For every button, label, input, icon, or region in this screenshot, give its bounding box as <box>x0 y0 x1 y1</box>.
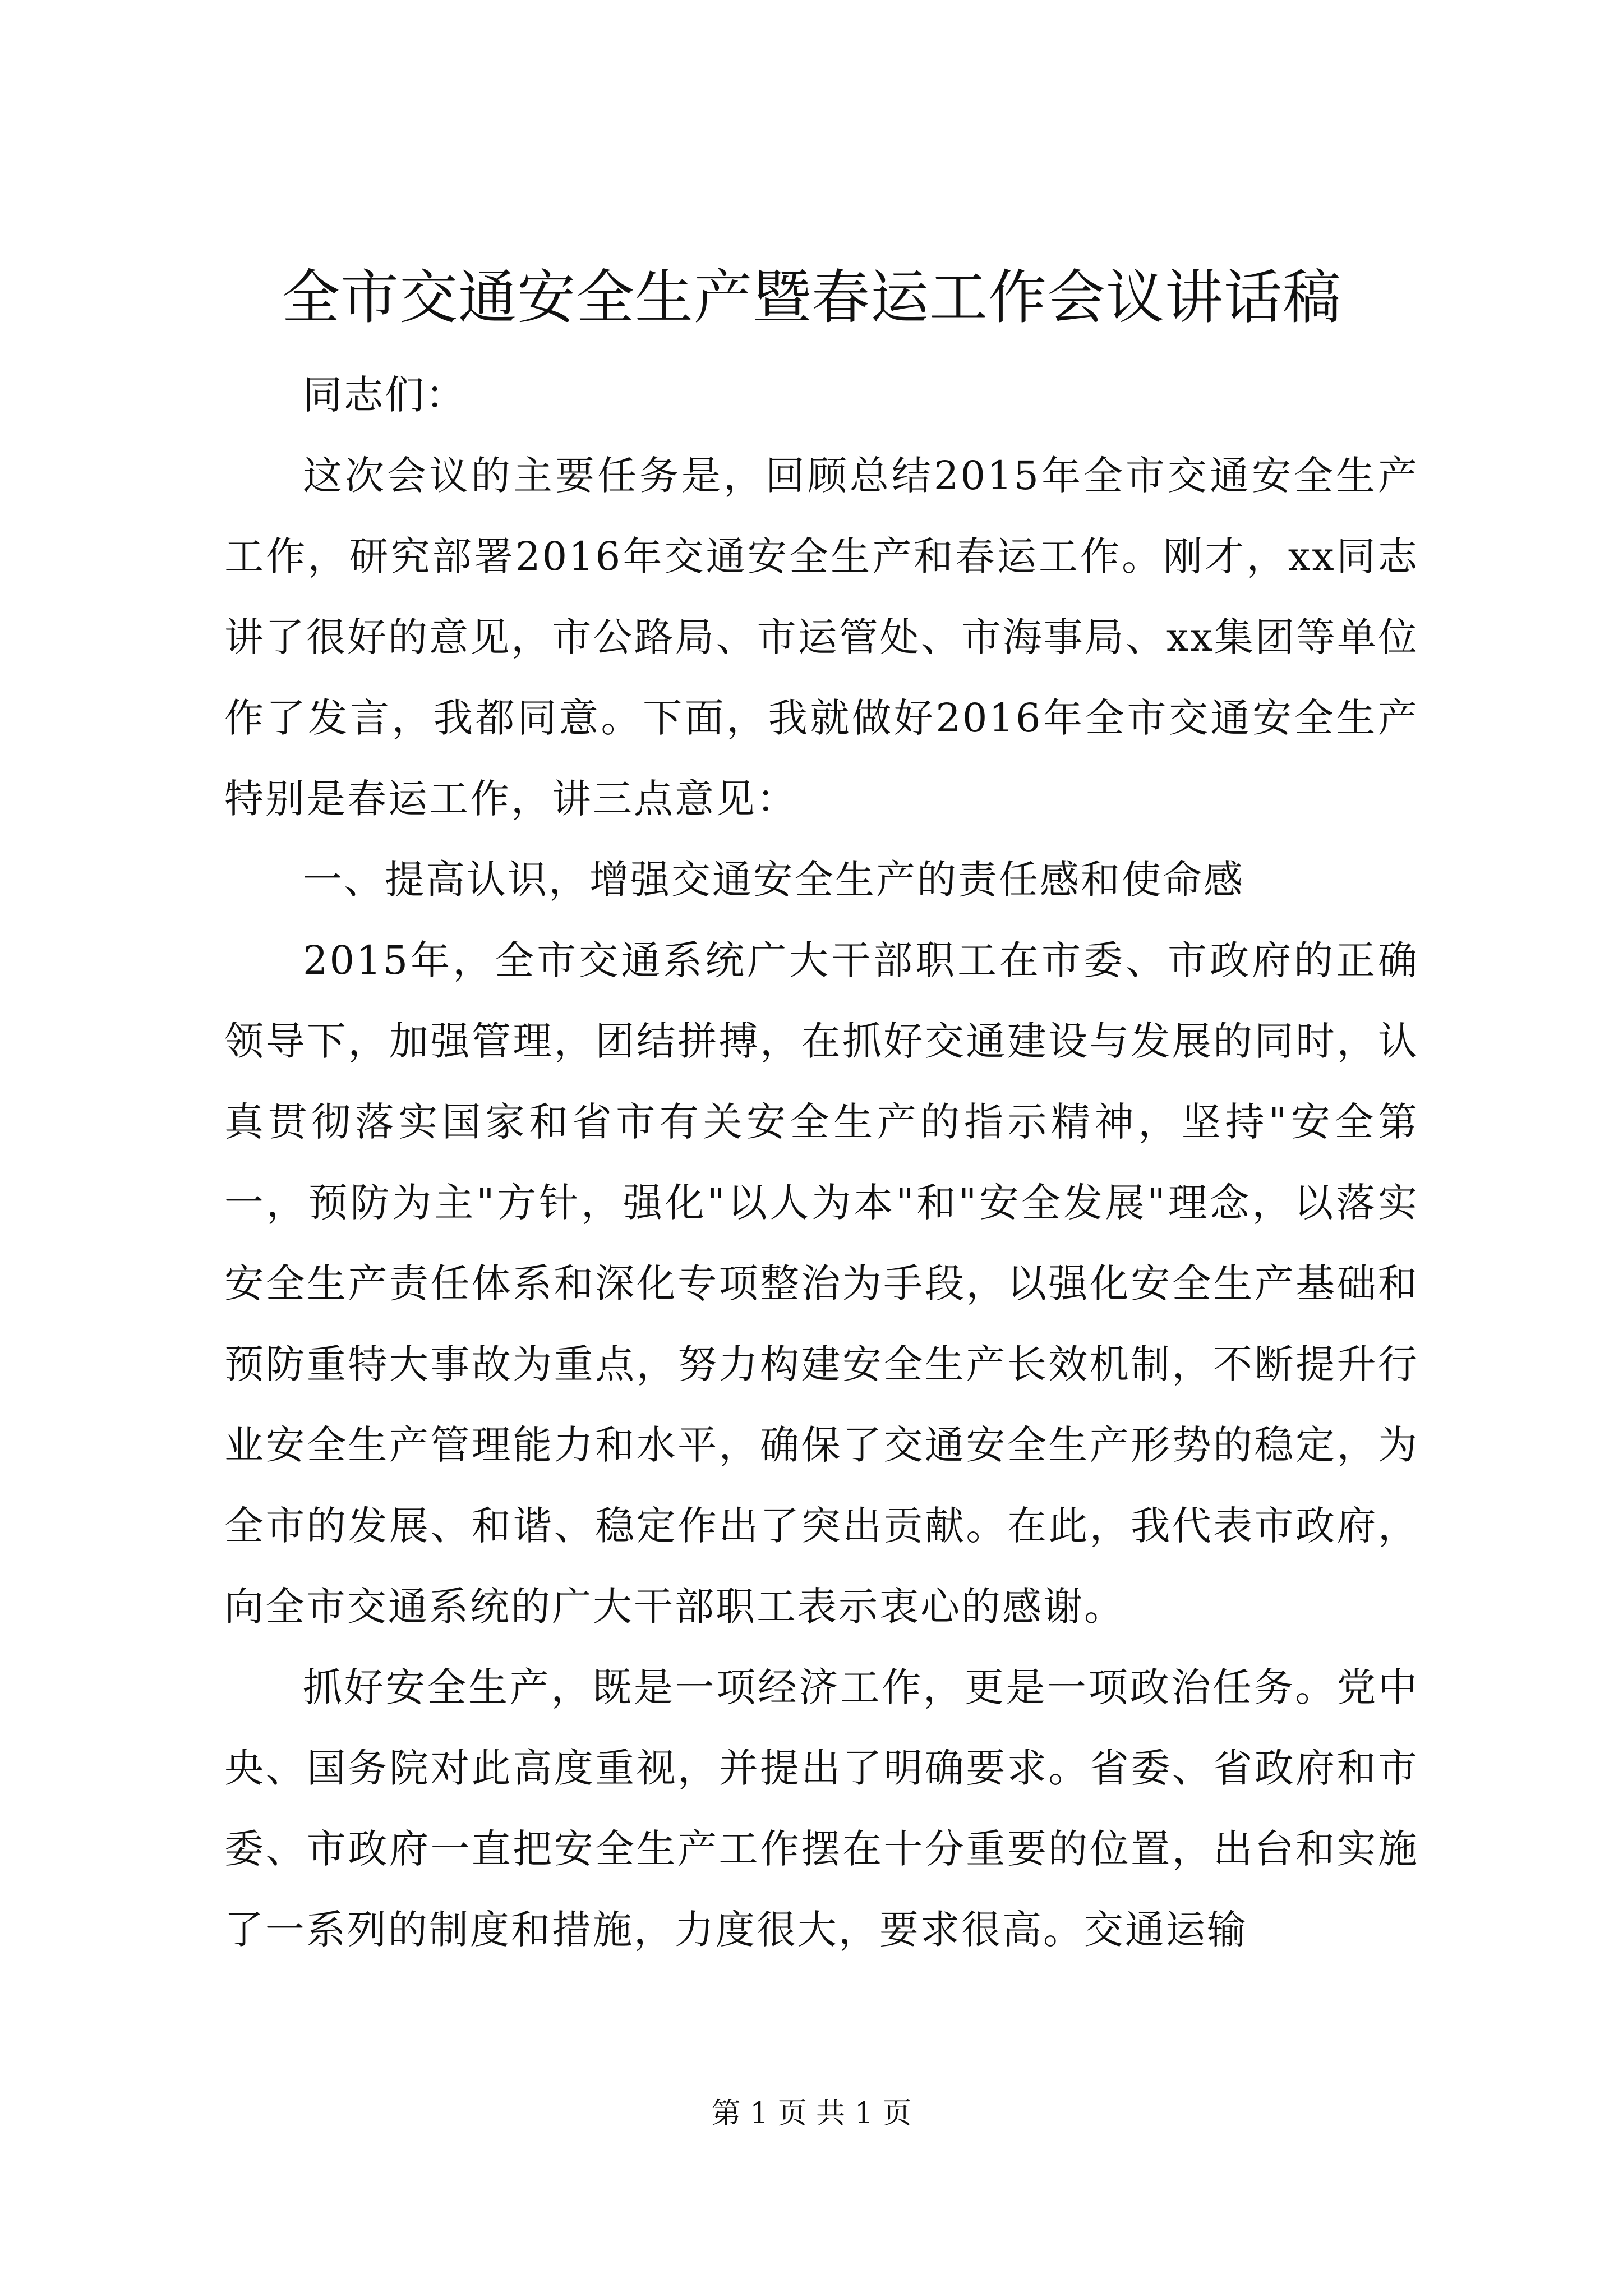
document-title: 全市交通安全生产暨春运工作会议讲话稿 <box>281 263 1341 332</box>
document-body <box>224 355 1419 1970</box>
body-paragraph: 2015年，全市交通系统广大干部职工在市委、市政府的正确领导下，加强管理，团结拼搏，在抓好交通建设与发展的同时，认真贯彻落实国家和省市有关安全生产的指示精神，坚持"安全第一，预防为主"方针，强化"以人为本"和"安全发展"理念，以落实安全生产责任体系和深化专项整治为手段，以强化安全生产基础和预防重特大事故为重点，努力构建安全生产长效机制，不断提升行业安全生产管理能力和水平，确保了交通安全生产形势的稳定，为全市的发展、和谐、稳定作出了突出贡献。在此，我代表市政府，向全市交通系统的广大干部职工表示衷心的感谢。 <box>224 937 1419 1630</box>
salutation-paragraph: 同志们： <box>303 372 467 418</box>
page-footer: 第 1 页 共 1 页 <box>711 2097 912 2131</box>
body-paragraph: 抓好安全生产，既是一项经济工作，更是一项政治任务。党中央、国务院对此高度重视，并提出了明确要求。省委、省政府和市委、市政府一直把安全生产工作摆在十分重要的位置，出台和实施了一系列的制度和措施，力度很大，要求很高。交通运输 <box>224 1664 1419 1953</box>
intro-paragraph: 这次会议的主要任务是，回顾总结2015年全市交通安全生产工作，研究部署2016年交通安全生产和春运工作。刚才，xx同志讲了很好的意见，市公路局、市运管处、市海事局、xx集团等单位作了发言，我都同意。下面，我就做好2016年全市交通安全生产特别是春运工作，讲三点意见： <box>224 453 1419 822</box>
section-heading: 一、提高认识，增强交通安全生产的责任感和使命感 <box>303 857 1244 903</box>
